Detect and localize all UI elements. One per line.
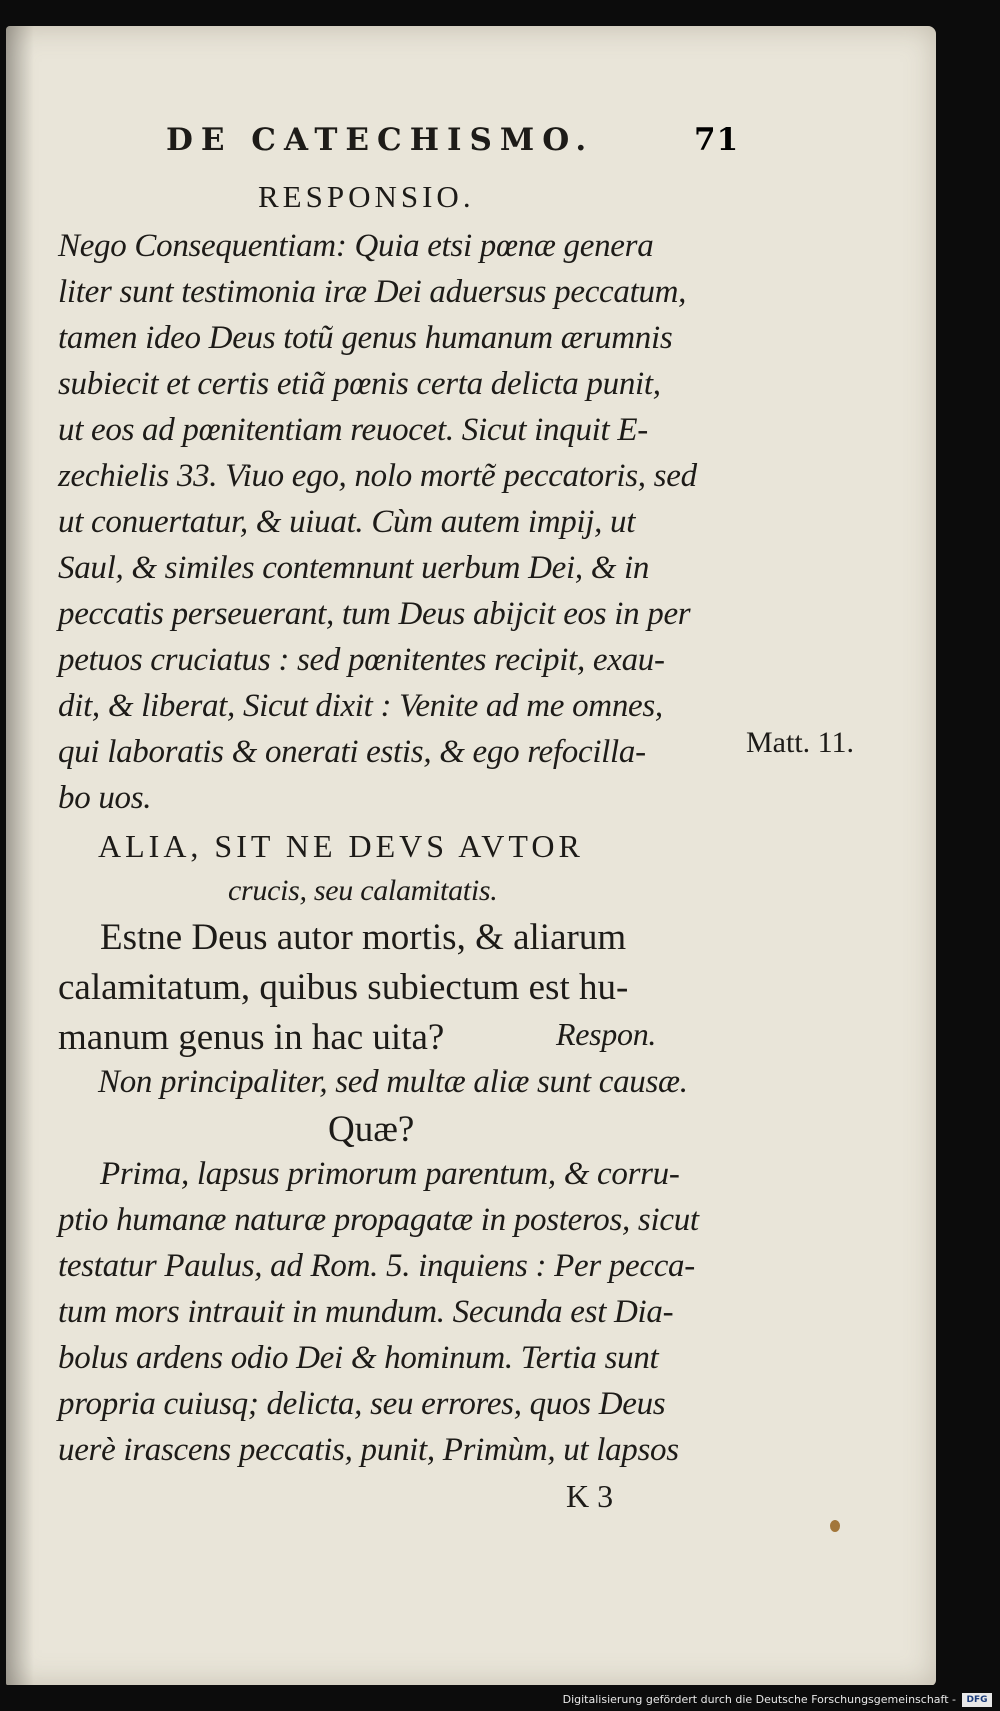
text-line: petuos cruciatus : sed pœnitentes recipit, exau-	[58, 642, 665, 678]
signature-mark: K 3	[566, 1478, 614, 1514]
question-line: manum genus in hac uita?	[58, 1017, 445, 1058]
text-line: qui laboratis & onerati estis, & ego refocilla-	[58, 734, 646, 770]
paper-speck	[830, 1520, 840, 1532]
question-line: calamitatum, quibus subiectum est hu-	[58, 967, 629, 1008]
question-line: Estne Deus autor mortis, & aliarum	[100, 917, 627, 958]
respon-label: Respon.	[556, 1016, 657, 1052]
text-line: peccatis perseuerant, tum Deus abijcit eos in per	[58, 596, 691, 632]
text-line: subiecit et certis etiã pœnis certa delicta punit,	[58, 366, 661, 402]
quae-line: Quæ?	[328, 1109, 415, 1150]
text-line: tum mors intrauit in mundum. Secunda est Dia-	[58, 1294, 674, 1330]
text-line: ptio humanæ naturæ propagatæ in posteros, sicut	[58, 1202, 699, 1238]
text-line: Saul, & similes contemnunt uerbum Dei, & in	[58, 550, 650, 586]
text-line: ut conuertatur, & uiuat. Cùm autem impij, ut	[58, 504, 636, 540]
footer-bar	[0, 1685, 1000, 1711]
text-line: Prima, lapsus primorum parentum, & corru-	[100, 1156, 680, 1192]
book-page	[6, 26, 936, 1686]
answer-line: Non principaliter, sed multæ aliæ sunt causæ.	[98, 1064, 688, 1100]
footer-credit: Digitalisierung gefördert durch die Deutsche Forschungsgemeinschaft -	[562, 1693, 956, 1706]
section-heading: RESPONSIO.	[258, 179, 475, 214]
text-line: liter sunt testimonia iræ Dei aduersus peccatum,	[58, 274, 687, 310]
text-line: dit, & liberat, Sicut dixit : Venite ad me omnes,	[58, 688, 663, 724]
running-header: DE CATECHISMO.	[166, 122, 595, 158]
page-number: 71	[694, 122, 740, 158]
text-line: testatur Paulus, ad Rom. 5. inquiens : Per pecca-	[58, 1248, 695, 1284]
text-line: tamen ideo Deus totũ genus humanum ærumnis	[58, 320, 673, 356]
spine-shadow	[6, 26, 34, 1686]
text-line: bolus ardens odio Dei & hominum. Tertia sunt	[58, 1340, 659, 1376]
alia-heading: ALIA, SIT NE DEVS AVTOR	[98, 828, 584, 864]
dfg-logo-icon: DFG	[962, 1693, 992, 1707]
alia-subheading: crucis, seu calamitatis.	[228, 874, 498, 907]
text-line: bo uos.	[58, 780, 152, 816]
text-line: propria cuiusq; delicta, seu errores, quos Deus	[58, 1386, 666, 1422]
text-line: ut eos ad pœnitentiam reuocet. Sicut inquit E-	[58, 412, 648, 448]
text-line: uerè irascens peccatis, punit, Primùm, ut lapsos	[58, 1432, 679, 1468]
margin-note: Matt. 11.	[746, 726, 855, 759]
text-line: zechielis 33. Viuo ego, nolo mortẽ peccatoris, sed	[58, 458, 697, 494]
text-line: Nego Consequentiam: Quia etsi pœnæ genera	[58, 228, 654, 264]
